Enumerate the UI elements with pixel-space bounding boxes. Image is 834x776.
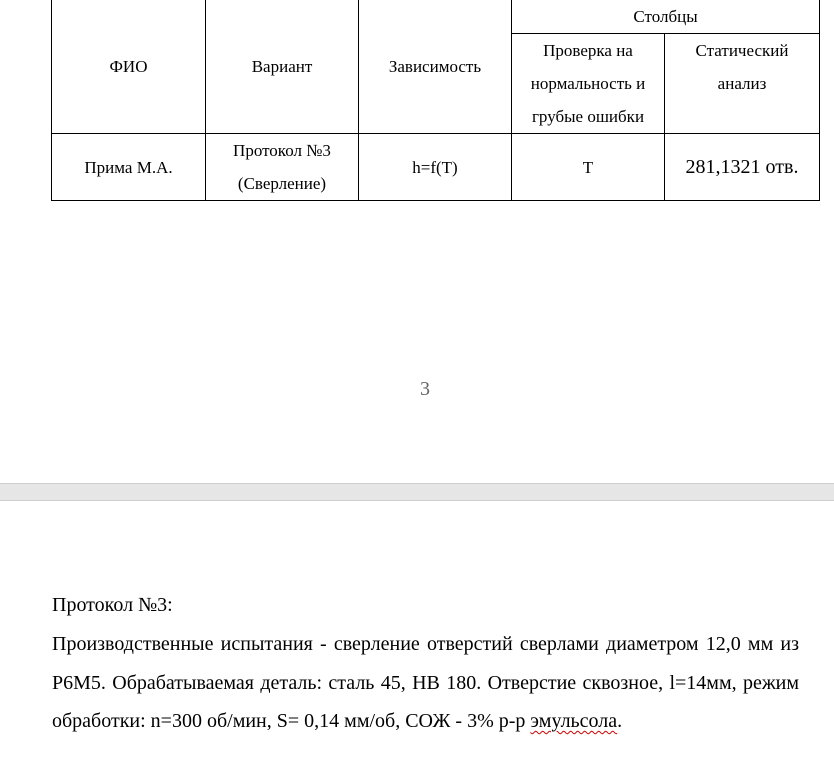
- header-fio: ФИО: [52, 0, 206, 134]
- protocol-title: Протокол №3:: [52, 594, 173, 616]
- page-number: 3: [420, 378, 430, 400]
- protocol-body-end: .: [617, 710, 623, 732]
- cell-check: T: [512, 134, 665, 201]
- protocol-body-text: Производственные испытания - сверление отверстий сверлами диаметром 12,0 мм из Р6М5. Обрабатываемая деталь: сталь 45, НВ 180. Отверстие сквозное, l=14мм, режим обработки: n=300 об/мин, S= 0,14 мм/об, СОЖ - 3% р-р: [52, 633, 799, 732]
- header-variant: Вариант: [206, 0, 359, 134]
- header-columns-group: Столбцы: [512, 0, 820, 34]
- header-check-line: нормальность и: [530, 74, 646, 93]
- cell-fio: Прима М.А.: [52, 134, 206, 201]
- document-page-2: [0, 501, 834, 776]
- header-stat-line: Статический: [695, 41, 789, 60]
- header-stat-line: анализ: [717, 74, 767, 93]
- header-check-line: Проверка на: [543, 41, 633, 60]
- protocol-body: [52, 625, 799, 741]
- cell-variant-line: Протокол №3: [233, 141, 331, 160]
- cell-variant-line: (Сверление): [237, 174, 327, 193]
- cell-dependency: h=f(T): [359, 134, 512, 201]
- header-dependency: Зависимость: [359, 0, 512, 134]
- header-static-analysis: [665, 34, 820, 134]
- header-check-normality: [512, 34, 665, 134]
- misspelled-word: эмульсола: [530, 710, 618, 732]
- page-separator: [0, 483, 834, 501]
- cell-variant: [206, 134, 359, 201]
- table-row: [52, 134, 820, 201]
- cell-stat: 281,1321 отв.: [665, 134, 820, 201]
- header-check-line: грубые ошибки: [531, 107, 645, 126]
- results-table: [51, 0, 820, 201]
